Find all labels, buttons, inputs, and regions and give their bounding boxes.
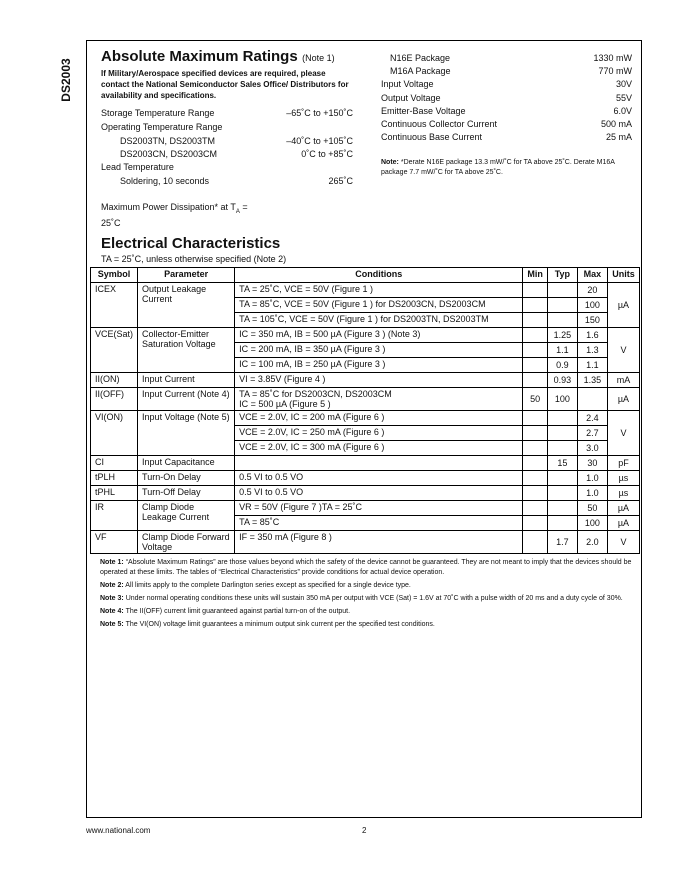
table-row: [91, 486, 640, 501]
table-row: [91, 411, 640, 426]
max-cell: 50: [577, 501, 607, 516]
parameter-cell: Collector-Emitter Saturation Voltage: [138, 328, 235, 373]
unit-cell: µs: [607, 471, 639, 486]
ec-table: [90, 267, 640, 554]
amr-left-label-4: Lead Temperature: [101, 162, 174, 172]
max-cell: 150: [577, 313, 607, 328]
condition-cell: TA = 85˚C: [235, 516, 523, 531]
condition-cell: IC = 350 mA, IB = 500 µA (Figure 3 ) (Note 3): [235, 328, 523, 343]
typ-cell: 1.25: [547, 328, 577, 343]
typ-cell: 100: [547, 388, 577, 411]
amr-left-value-5: 265˚C: [328, 176, 353, 186]
amr-right-value-2: 30V: [615, 79, 632, 89]
typ-cell: 1.1: [547, 343, 577, 358]
unit-cell: µA: [607, 388, 639, 411]
max-cell: 2.4: [577, 411, 607, 426]
condition-cell: TA = 105˚C, VCE = 50V (Figure 1 ) for DS2003TN, DS2003TM: [235, 313, 523, 328]
table-row: [91, 456, 640, 471]
note-4: Note 4: The II(OFF) current limit guaranteed against partial turn-on of the output.: [100, 608, 351, 615]
typ-cell: 0.9: [547, 358, 577, 373]
amr-right-value-0: 1330 mW: [593, 53, 632, 63]
note-3: Note 3: Under normal operating conditions these units will sustain 350 mA per output with VCE (Sat) = 1.6V at 70˚C with a pulse width of 20 ms and a duty cycle of 30%.: [100, 595, 623, 602]
max-cell: 1.0: [577, 486, 607, 501]
parameter-cell: Output Leakage Current: [138, 283, 235, 328]
amr-right-label-2: Input Voltage: [381, 79, 434, 89]
unit-cell: V: [607, 531, 639, 554]
condition-cell: VCE = 2.0V, IC = 300 mA (Figure 6 ): [235, 441, 523, 456]
unit-cell: pF: [607, 456, 639, 471]
unit-cell: µs: [607, 486, 639, 501]
max-cell: 2.0: [577, 531, 607, 554]
max-cell: 1.6: [577, 328, 607, 343]
symbol-cell: VCE(Sat): [91, 328, 138, 373]
parameter-cell: Input Current (Note 4): [138, 388, 235, 411]
header-units: Units: [607, 268, 639, 283]
unit-cell: mA: [607, 373, 639, 388]
notes-section: [100, 558, 632, 633]
symbol-cell: VI(ON): [91, 411, 138, 456]
condition-cell: IC = 100 mA, IB = 250 µA (Figure 3 ): [235, 358, 523, 373]
power-dissipation: Maximum Power Dissipation* at $T_A$ = 25˚C: [101, 202, 248, 228]
typ-cell: 1.7: [547, 531, 577, 554]
condition-cell: TA = 85˚C, VCE = 50V (Figure 1 ) for DS2003CN, DS2003CM: [235, 298, 523, 313]
condition-cell: VI = 3.85V (Figure 4 ): [235, 373, 523, 388]
max-cell: 3.0: [577, 441, 607, 456]
amr-left-value-2: –40˚C to +105˚C: [286, 136, 353, 146]
condition-cell: IF = 350 mA (Figure 8 ): [235, 531, 523, 554]
max-cell: 2.7: [577, 426, 607, 441]
amr-right-label-4: Emitter-Base Voltage: [381, 106, 466, 116]
side-title: DS2003: [59, 58, 73, 102]
condition-cell: VCE = 2.0V, IC = 200 mA (Figure 6 ): [235, 411, 523, 426]
max-cell: 100: [577, 298, 607, 313]
table-row: [91, 471, 640, 486]
footer-website[interactable]: www.national.com: [86, 826, 151, 835]
header-symbol: Symbol: [91, 268, 138, 283]
parameter-cell: Turn-Off Delay: [138, 486, 235, 501]
symbol-cell: tPLH: [91, 471, 138, 486]
amr-right-label-3: Output Voltage: [381, 93, 441, 103]
table-row: [91, 373, 640, 388]
amr-right-value-6: 25 mA: [605, 132, 632, 142]
condition-cell: VR = 50V (Figure 7 )TA = 25˚C: [235, 501, 523, 516]
header-parameter: Parameter: [138, 268, 235, 283]
amr-right-label-5: Continuous Collector Current: [381, 119, 498, 129]
parameter-cell: Input Voltage (Note 5): [138, 411, 235, 456]
condition-cell: IC = 200 mA, IB = 350 µA (Figure 3 ): [235, 343, 523, 358]
max-cell: 30: [577, 456, 607, 471]
amr-left-value-0: –65˚C to +150˚C: [286, 108, 353, 118]
header-typ: Typ: [547, 268, 577, 283]
amr-left-label-1: Operating Temperature Range: [101, 122, 223, 132]
ec-subtitle: TA = 25˚C, unless otherwise specified (Note 2): [101, 254, 287, 264]
max-cell: 1.3: [577, 343, 607, 358]
ec-header-row: [91, 268, 640, 283]
amr-right-value-4: 6.0V: [613, 106, 632, 116]
max-cell: 100: [577, 516, 607, 531]
ec-title: Electrical Characteristics: [101, 235, 281, 252]
unit-cell: µA: [607, 501, 639, 516]
symbol-cell: II(ON): [91, 373, 138, 388]
parameter-cell: Input Capacitance: [138, 456, 235, 471]
symbol-cell: IR: [91, 501, 138, 531]
header-max: Max: [577, 268, 607, 283]
footer-page-number: 2: [362, 826, 367, 835]
max-cell: 20: [577, 283, 607, 298]
amr-left-label-2: DS2003TN, DS2003TM: [120, 136, 216, 146]
unit-cell: µA: [607, 516, 639, 531]
amr-right-value-5: 500 mA: [600, 119, 632, 129]
parameter-cell: Turn-On Delay: [138, 471, 235, 486]
table-row: [91, 283, 640, 298]
unit-cell: V: [607, 328, 639, 373]
amr-right-label-6: Continuous Base Current: [381, 132, 483, 142]
condition-cell: TA = 25˚C, VCE = 50V (Figure 1 ): [235, 283, 523, 298]
typ-cell: 0.93: [547, 373, 577, 388]
condition-cell: VCE = 2.0V, IC = 250 mA (Figure 6 ): [235, 426, 523, 441]
amr-right-value-3: 55V: [615, 93, 632, 103]
table-row: [91, 328, 640, 343]
amr-right-label-0: N16E Package: [390, 53, 451, 63]
parameter-cell: Clamp Diode Leakage Current: [138, 501, 235, 531]
max-cell: 1.0: [577, 471, 607, 486]
min-cell: 50: [523, 388, 548, 411]
amr-left-label-3: DS2003CN, DS2003CM: [120, 149, 218, 159]
parameter-cell: Input Current: [138, 373, 235, 388]
unit-cell: V: [607, 411, 639, 456]
amr-left-label-0: Storage Temperature Range: [101, 108, 215, 118]
note-1: Note 1: “Absolute Maximum Ratings” are those values beyond which the safety of the device cannot be guaranteed. They are not meant to imply that the devices should be operated at these limits. The tables of “Electrical Characteristics” provide conditions for actual device operation.: [100, 559, 632, 576]
table-row: [91, 388, 640, 411]
amr-left-label-5: Soldering, 10 seconds: [120, 176, 210, 186]
table-row: [91, 531, 640, 554]
note-2: Note 2: All limits apply to the complete Darlington series except as specified for a single device type.: [100, 582, 411, 589]
condition-cell: 0.5 VI to 0.5 VO: [235, 486, 523, 501]
max-cell: 1.1: [577, 358, 607, 373]
unit-cell: µA: [607, 283, 639, 328]
header-conditions: Conditions: [235, 268, 523, 283]
amr-left-value-3: 0˚C to +85˚C: [301, 149, 353, 159]
amr-right-label-1: M16A Package: [390, 66, 451, 76]
condition-cell: TA = 85˚C for DS2003CN, DS2003CM IC = 500 µA (Figure 5 ): [235, 388, 523, 411]
parameter-cell: Clamp Diode Forward Voltage: [138, 531, 235, 554]
symbol-cell: ICEX: [91, 283, 138, 328]
amr-title: Absolute Maximum Ratings (Note 1): [101, 48, 335, 65]
table-row: [91, 501, 640, 516]
typ-cell: 15: [547, 456, 577, 471]
amr-right-value-1: 770 mW: [598, 66, 632, 76]
symbol-cell: II(OFF): [91, 388, 138, 411]
header-min: Min: [523, 268, 548, 283]
derate-note: Note: *Derate N16E package 13.3 mW/˚C for TA above 25˚C. Derate M16A package 7.7 mW/˚C for TA above 25˚C.: [381, 159, 615, 176]
note-5: Note 5: The VI(ON) voltage limit guarantees a minimum output sink current per the specified test conditions.: [100, 621, 435, 628]
symbol-cell: CI: [91, 456, 138, 471]
amr-warning: If Military/Aerospace specified devices are required, please contact the National Semiconductor Sales Office/ Distributors for availability and specifications.: [101, 69, 349, 100]
symbol-cell: tPHL: [91, 486, 138, 501]
condition-cell: 0.5 VI to 0.5 VO: [235, 471, 523, 486]
symbol-cell: VF: [91, 531, 138, 554]
max-cell: 1.35: [577, 373, 607, 388]
